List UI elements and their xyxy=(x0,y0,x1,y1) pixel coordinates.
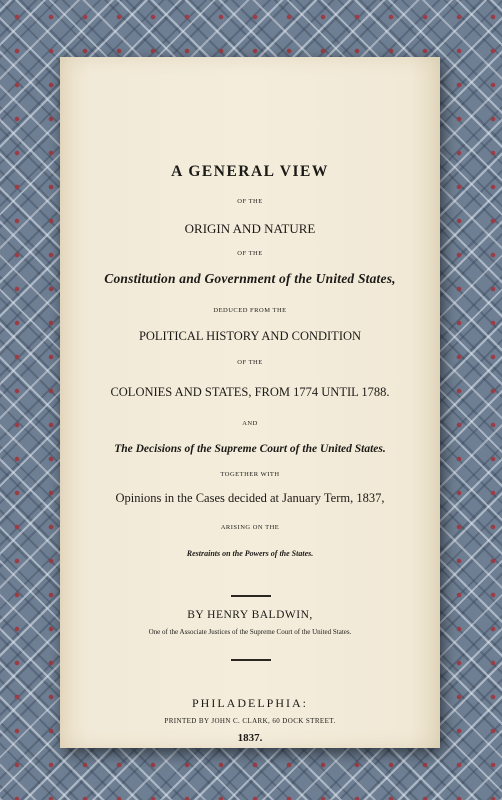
subject-political-history: POLITICAL HISTORY AND CONDITION xyxy=(138,329,362,343)
subject-decisions: The Decisions of the Supreme Court of the United States. xyxy=(114,443,386,455)
author-name: BY HENRY BALDWIN, xyxy=(187,609,313,621)
author-title: One of the Associate Justices of the Supreme Court of the United States. xyxy=(148,628,352,636)
connector-and: AND xyxy=(242,420,258,427)
title-page xyxy=(60,57,440,748)
connector-of-2: OF THE xyxy=(237,250,263,257)
divider-rule-bottom xyxy=(231,659,271,661)
subject-colonies: COLONIES AND STATES, FROM 1774 UNTIL 1788. xyxy=(110,385,390,399)
connector-together-with: TOGETHER WITH xyxy=(220,471,280,478)
imprint-printer: PRINTED BY JOHN C. CLARK, 60 DOCK STREET. xyxy=(164,717,336,725)
connector-of-3: OF THE xyxy=(237,359,263,366)
connector-arising: ARISING ON THE xyxy=(220,524,280,531)
connector-deduced: DEDUCED FROM THE xyxy=(213,307,287,314)
connector-of-1: OF THE xyxy=(237,198,263,205)
subject-origin: ORIGIN AND NATURE xyxy=(184,221,316,236)
imprint-year: 1837. xyxy=(237,732,263,744)
book-title: A GENERAL VIEW xyxy=(171,163,329,180)
subject-constitution: Constitution and Government of the United States, xyxy=(104,271,396,286)
subject-restraints: Restraints on the Powers of the States. xyxy=(186,549,314,558)
divider-rule-top xyxy=(231,595,271,597)
imprint-city: PHILADELPHIA: xyxy=(192,696,308,710)
subject-opinions: Opinions in the Cases decided at January Term, 1837, xyxy=(115,491,385,505)
